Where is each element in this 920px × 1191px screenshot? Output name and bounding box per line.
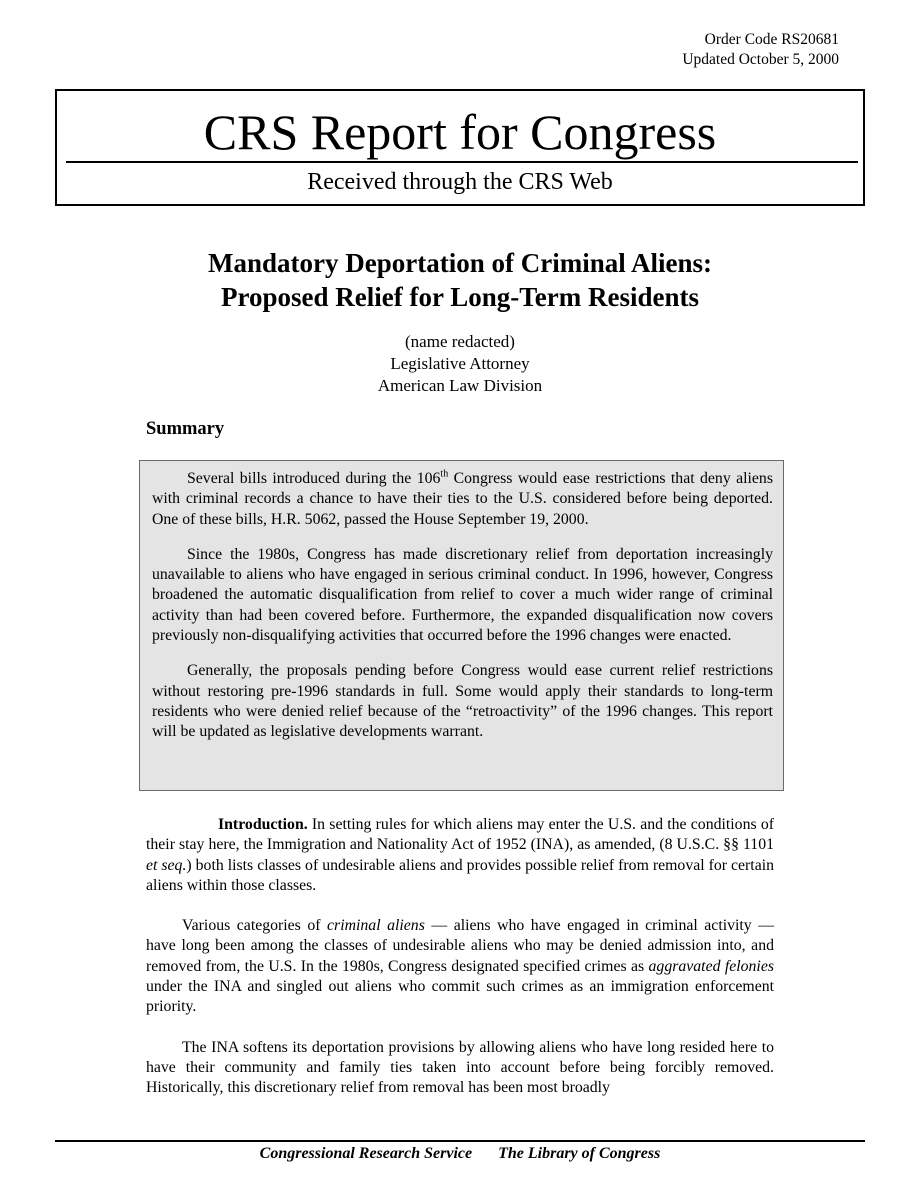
introduction-paragraph: Introduction. In setting rules for which aliens may enter the U.S. and the conditions of their stay here, the Immigration and Nationality Act of 1952 (INA), as amended, (8 U.S.C. §§ 1101 et seq.) both lists classes of undesirable aliens and provides possible relief from removal for certain aliens within those classes. [146, 816, 774, 894]
crs-subtitle: Received through the CRS Web [307, 169, 613, 195]
footer-crs: Congressional Research Service [259, 1145, 473, 1162]
body-paragraph-3: The INA softens its deportation provisions by allowing aliens who have long resided here to have their community and family ties taken into account before being forcibly removed. Historically, this discretionary relief from removal has been most broadly [146, 1038, 774, 1097]
author-role: Legislative Attorney [390, 354, 530, 373]
summary-paragraph-2: Since the 1980s, Congress has made discretionary relief from deportation increasingly unavailable to aliens who have engaged in serious criminal conduct. In 1996, however, Congress broadened the automatic disqualification from relief to cover a much wider range of criminal activity than had been covered before. Furthermore, the expanded disqualification now covers previously non-disqualifying activities that occurred before the 1996 changes were enacted. [152, 545, 773, 645]
author-block [60, 331, 860, 397]
author-name: (name redacted) [405, 332, 515, 351]
order-code: Order Code RS20681 [704, 31, 839, 48]
report-title-line-1: Mandatory Deportation of Criminal Aliens: [208, 248, 712, 278]
order-info [539, 30, 839, 70]
footer-loc: The Library of Congress [498, 1145, 661, 1162]
body-paragraph-2: Various categories of criminal aliens — aliens who have engaged in criminal activity — have long been among the classes of undesirable aliens who may be denied admission into, and removed from, the U.S. In the 1980s, Congress designated specified crimes as aggravated felonies under the INA and singled out aliens who commit such crimes as an immigration enforcement priority. [146, 917, 775, 1016]
report-title-line-2: Proposed Relief for Long-Term Residents [221, 282, 699, 312]
summary-heading: Summary [146, 419, 225, 439]
updated-date: Updated October 5, 2000 [682, 51, 839, 68]
introduction-heading: Introduction. [218, 816, 308, 833]
author-division: American Law Division [377, 376, 543, 395]
summary-paragraph-3: Generally, the proposals pending before Congress would ease current relief restrictions without restoring pre-1996 standards in full. Some would apply their standards to long-term residents who were denied relief because of the “retroactivity” of the 1996 changes. This report will be updated as legislative developments warrant. [152, 662, 773, 741]
summary-paragraph-1: Several bills introduced during the 106th Congress would ease restrictions that deny aliens with criminal records a chance to have their ties to the U.S. considered before being deported. One of these bills, H.R. 5062, passed the House September 19, 2000. [152, 468, 773, 528]
header-divider [66, 161, 858, 163]
summary-box [139, 460, 784, 791]
body-text [146, 815, 774, 1119]
footer [55, 1142, 865, 1166]
report-header-box [55, 89, 865, 206]
report-title [60, 246, 860, 314]
crs-title: CRS Report for Congress [203, 104, 717, 160]
